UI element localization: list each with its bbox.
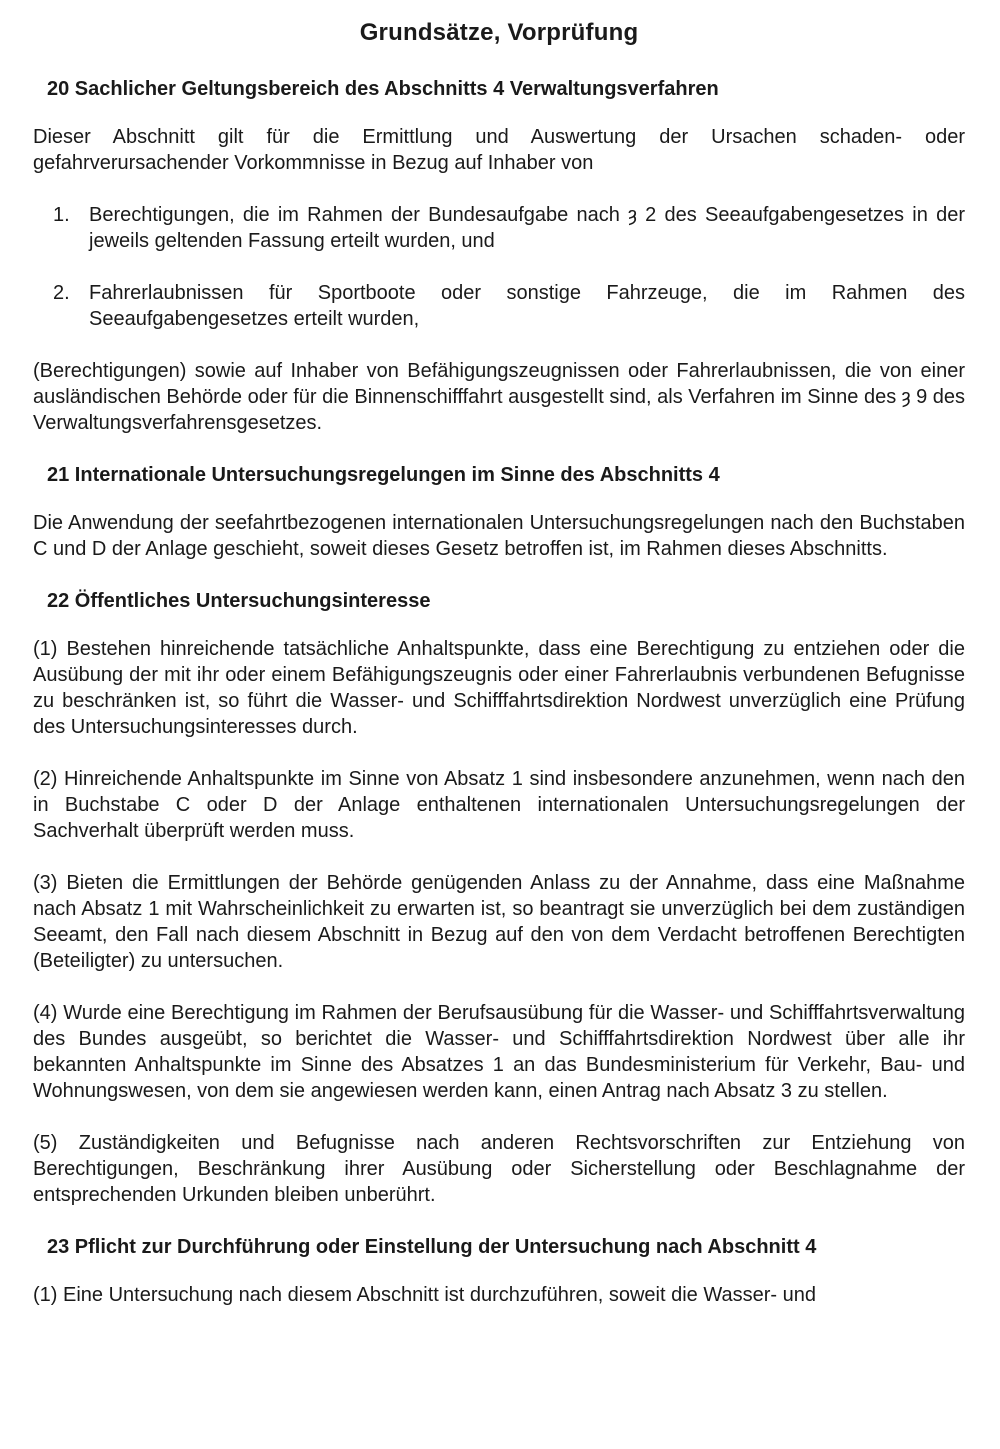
list-item-number: 1. xyxy=(53,204,70,226)
list-item-text: Berechtigungen, die im Rahmen der Bundesaufgabe nach ȝ 2 des Seeaufgabengesetzes in der jeweils geltenden Fassung erteilt wurden, und xyxy=(89,204,965,252)
section-21 xyxy=(33,462,965,562)
paragraph: (4) Wurde eine Berechtigung im Rahmen der Berufsausübung für die Wasser- und Schifffahrtsverwaltung des Bundes ausgeübt, so berichtet die Wasser- und Schifffahrtsdirektion Nordwest über alle ihr bekannten Anhaltspunkte im Sinne des Absatzes 1 an das Bundesministerium für Verkehr, Bau- und Wohnungswesen, von dem sie angewiesen werden kann, einen Antrag nach Absatz 3 zu stellen. xyxy=(33,1002,965,1102)
section-outro: (Berechtigungen) sowie auf Inhaber von Befähigungszeugnissen oder Fahrerlaubnissen, die von einer ausländischen Behörde oder für die Binnenschifffahrt ausgestellt sind, als Verfahren im Sinne des ȝ 9 des Verwaltungsverfahrensgesetzes. xyxy=(33,360,965,434)
paragraph: (3) Bieten die Ermittlungen der Behörde genügenden Anlass zu der Annahme, dass eine Maßnahme nach Absatz 1 mit Wahrscheinlichkeit zu erwarten ist, so beantragt sie unverzüglich bei dem zuständigen Seeamt, den Fall nach diesem Abschnitt in Bezug auf den von dem Verdacht betroffenen Berechtigten (Beteiligter) zu untersuchen. xyxy=(33,872,965,972)
section-heading: 20 Sachlicher Geltungsbereich des Abschnitts 4 Verwaltungsverfahren xyxy=(47,78,719,100)
paragraph: (1) Bestehen hinreichende tatsächliche Anhaltspunkte, dass eine Berechtigung zu entziehen oder die Ausübung der mit ihr oder einem Befähigungszeugnis oder einer Fahrerlaubnis verbundenen Befugnisse zu beschränken ist, so führt die Wasser- und Schifffahrtsdirektion Nordwest unverzüglich eine Prüfung des Untersuchungsinteresses durch. xyxy=(33,638,965,738)
document-page xyxy=(33,18,965,1334)
section-heading: 21 Internationale Untersuchungsregelungen im Sinne des Abschnitts 4 xyxy=(47,464,720,486)
list-item xyxy=(53,202,965,254)
list-item-text: Fahrerlaubnissen für Sportboote oder sonstige Fahrzeuge, die im Rahmen des Seeaufgabengesetzes erteilt wurden, xyxy=(89,282,965,330)
list-item-number: 2. xyxy=(53,282,70,304)
list-item xyxy=(53,280,965,332)
paragraph: Die Anwendung der seefahrtbezogenen internationalen Untersuchungsregelungen nach den Buchstaben C und D der Anlage geschieht, soweit dieses Gesetz betroffen ist, im Rahmen dieses Abschnitts. xyxy=(33,512,965,560)
section-heading: 22 Öffentliches Untersuchungsinteresse xyxy=(47,590,431,612)
section-22 xyxy=(33,588,965,1208)
paragraph: (5) Zuständigkeiten und Befugnisse nach anderen Rechtsvorschriften zur Entziehung von Berechtigungen, Beschränkung ihrer Ausübung oder Sicherstellung oder Beschlagnahme der entsprechenden Urkunden bleiben unberührt. xyxy=(33,1132,965,1206)
section-20 xyxy=(33,76,965,436)
page-title: Grundsätze, Vorprüfung xyxy=(359,19,639,46)
paragraph: (2) Hinreichende Anhaltspunkte im Sinne von Absatz 1 sind insbesondere anzunehmen, wenn nach den in Buchstabe C oder D der Anlage enthaltenen internationalen Untersuchungsregelungen der Sachverhalt überprüft werden muss. xyxy=(33,768,965,842)
numbered-list xyxy=(33,202,965,332)
section-intro: Dieser Abschnitt gilt für die Ermittlung und Auswertung der Ursachen schaden- oder gefahrverursachender Vorkommnisse in Bezug auf Inhaber von xyxy=(33,126,965,174)
paragraph: (1) Eine Untersuchung nach diesem Abschnitt ist durchzuführen, soweit die Wasser- und xyxy=(33,1284,816,1306)
section-heading: 23 Pflicht zur Durchführung oder Einstellung der Untersuchung nach Abschnitt 4 xyxy=(47,1236,817,1258)
section-23 xyxy=(33,1234,965,1308)
